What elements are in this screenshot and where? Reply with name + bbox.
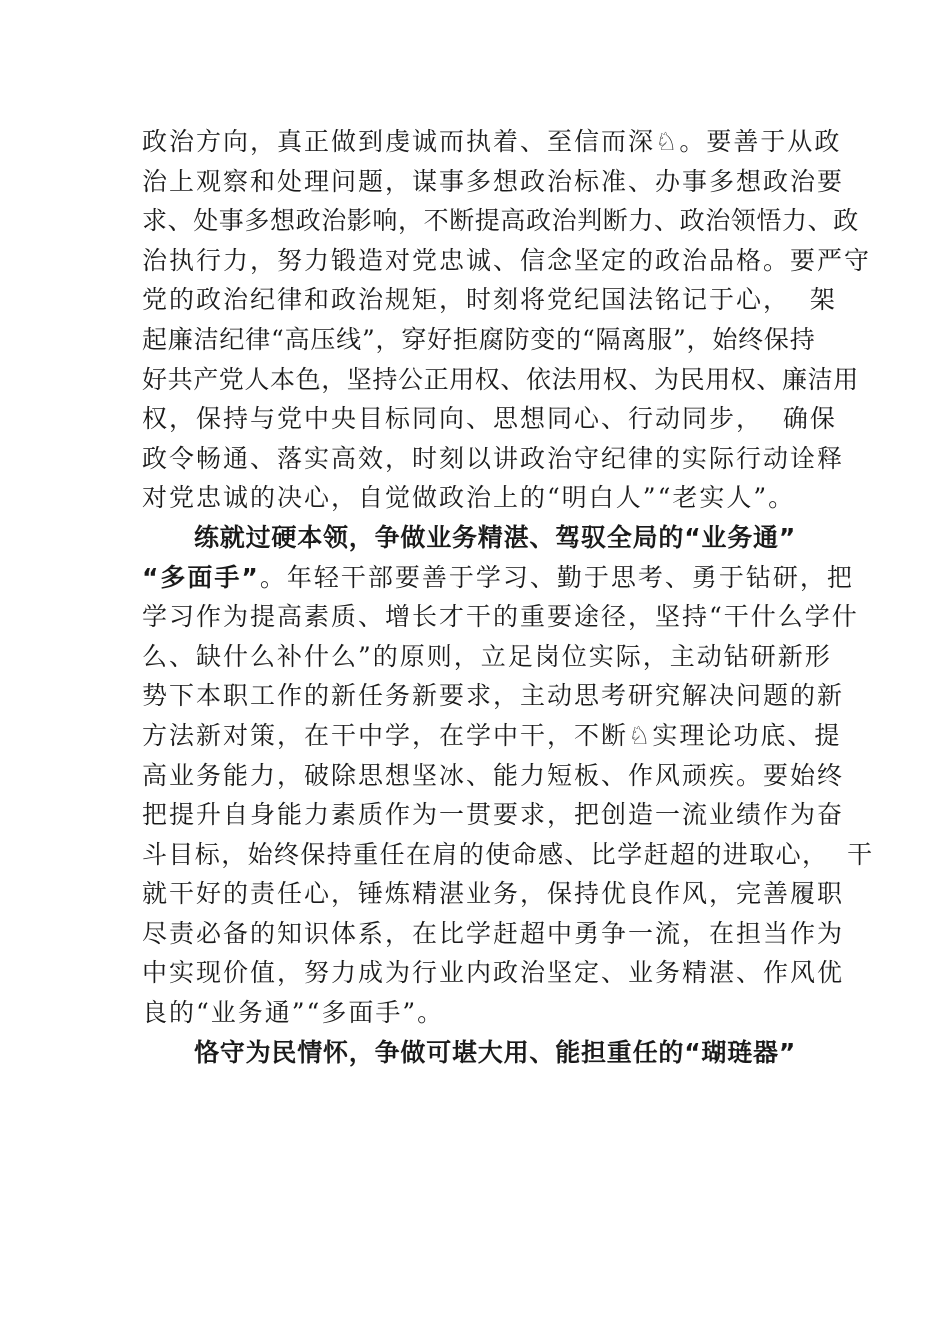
- paragraph-line: 治执行力，努力锻造对党忠诚、信念坚定的政治品格。要严守: [142, 245, 872, 275]
- paragraph-line: 对党忠诚的决心，自觉做政治上的“明白人”“老实人”。: [142, 483, 796, 513]
- paragraph-line: 斗目标，始终保持重任在肩的使命感、比学赶超的进取心， 干: [142, 839, 874, 869]
- paragraph-line: 把提升自身能力素质作为一贯要求，把创造一流业绩作为奋: [142, 800, 845, 830]
- section-heading: 练就过硬本领，争做业务精湛、驾驭全局的“业务通”: [194, 522, 797, 552]
- paragraph-line: 方法新对策，在干中学，在学中干，不断♘实理论功底、提: [142, 720, 842, 750]
- paragraph-line: 好共产党人本色，坚持公正用权、依法用权、为民用权、廉洁用: [142, 364, 859, 394]
- paragraph-line: 尽责必备的知识体系，在比学赶超中勇争一流，在担当作为: [142, 918, 845, 948]
- heading-continuation: “多面手”: [142, 562, 260, 592]
- paragraph-line: 求、处事多想政治影响，不断提高政治判断力、政治领悟力、政: [142, 206, 859, 236]
- paragraph-line-rest: 。年轻干部要善于学习、勤于思考、勇于钻研，把: [259, 562, 854, 592]
- paragraph-line: 起廉洁纪律“高压线”，穿好拒腐防变的“隔离服”，始终保持: [142, 324, 816, 354]
- paragraph-line: 政治方向，真正做到虔诚而执着、至信而深♘。要善于从政: [142, 127, 842, 156]
- paragraph-line: 就干好的责任心，锤炼精湛业务，保持优良作风，完善履职: [142, 879, 845, 909]
- section-heading: 恪守为民情怀，争做可堪大用、能担重任的“瑚琏器”: [194, 1037, 797, 1067]
- paragraph-line: 权，保持与党中央目标同向、思想同心、行动同步， 确保: [142, 404, 837, 434]
- paragraph-line: 政令畅通、落实高效，时刻以讲政治守纪律的实际行动诠释: [142, 443, 845, 473]
- paragraph-line: 学习作为提高素质、增长才干的重要途径，坚持“干什么学什: [142, 602, 859, 632]
- paragraph-line: [142, 558, 854, 598]
- paragraph-line: 治上观察和处理问题，谋事多想政治标准、办事多想政治要: [142, 166, 845, 196]
- paragraph-line: 党的政治纪律和政治规矩，时刻将党纪国法铭记于心， 架: [142, 285, 837, 315]
- paragraph-line: 势下本职工作的新任务新要求，主动思考研究解决问题的新: [142, 681, 845, 711]
- paragraph-line: 么、缺什么补什么”的原则，立足岗位实际，主动钻研新形: [142, 641, 832, 671]
- document-body: [142, 122, 874, 1072]
- paragraph-line: 高业务能力，破除思想坚冰、能力短板、作风顽疾。要始终: [142, 760, 845, 790]
- paragraph-line: 良的“业务通”“多面手”。: [142, 998, 445, 1028]
- paragraph-line: 中实现价值，努力成为行业内政治坚定、业务精湛、作风优: [142, 958, 845, 988]
